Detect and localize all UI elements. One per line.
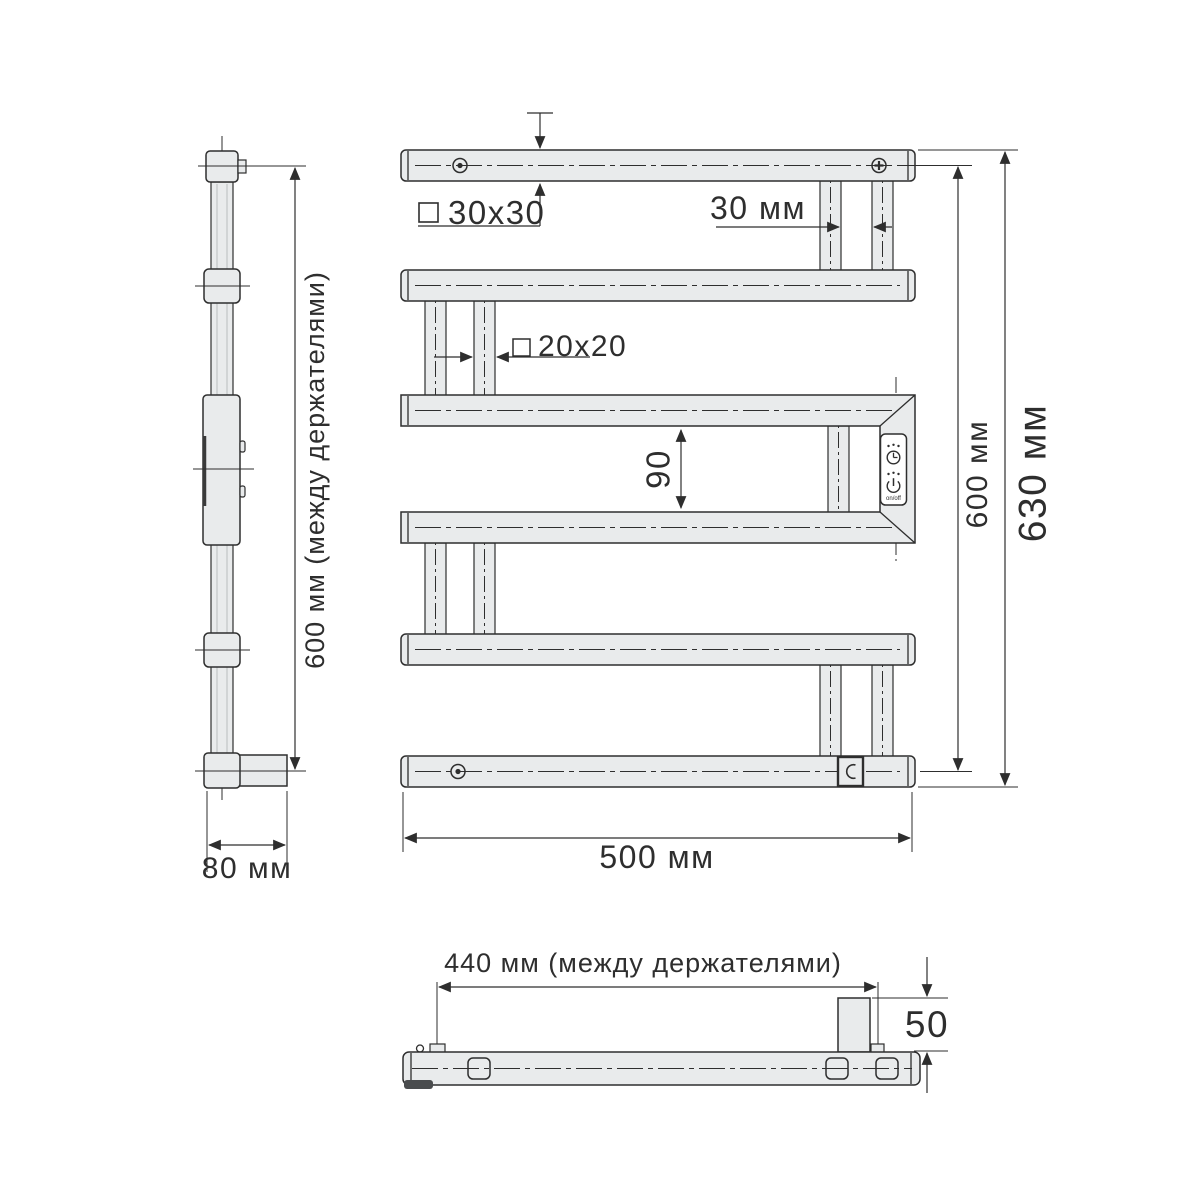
onoff-caption: on/off	[886, 496, 901, 502]
dim-profile-20x20	[434, 330, 627, 363]
side-depth-label: 80 мм	[201, 852, 293, 885]
dim-gap-30mm	[710, 190, 892, 227]
square-profile-symbol-small	[513, 339, 530, 356]
square-profile-symbol	[419, 203, 438, 222]
side-block-lug-bottom	[240, 486, 245, 497]
dim-holders-440	[437, 948, 878, 1044]
dim-bar-gap-90	[640, 430, 681, 508]
height-axes-label: 600 мм	[960, 419, 994, 529]
front-view	[401, 113, 1054, 875]
bottom-cable-detail	[404, 1080, 433, 1089]
bottom-screw-bump	[417, 1045, 424, 1052]
cable-gland-box	[838, 757, 863, 786]
bottom-view	[403, 948, 949, 1093]
bottom-holders-label: 440 мм (между держателями)	[444, 948, 842, 978]
side-view	[193, 136, 330, 885]
control-panel	[881, 434, 907, 505]
side-middle-block	[203, 395, 240, 545]
profile-main-label: 30x30	[448, 194, 546, 231]
bottom-control-box	[838, 998, 870, 1052]
gap-top-label: 30 мм	[710, 190, 806, 226]
height-total-label: 630 мм	[1011, 403, 1055, 543]
side-height-label: 600 мм (между держателями)	[300, 271, 331, 669]
side-block-lug-top	[240, 441, 245, 452]
front-width-label: 500 мм	[599, 839, 715, 875]
bar-gap-label: 90	[639, 449, 677, 489]
profile-small-label: 20x20	[538, 330, 628, 363]
dim-width-500	[403, 792, 912, 875]
box-height-label: 50	[904, 1004, 950, 1045]
